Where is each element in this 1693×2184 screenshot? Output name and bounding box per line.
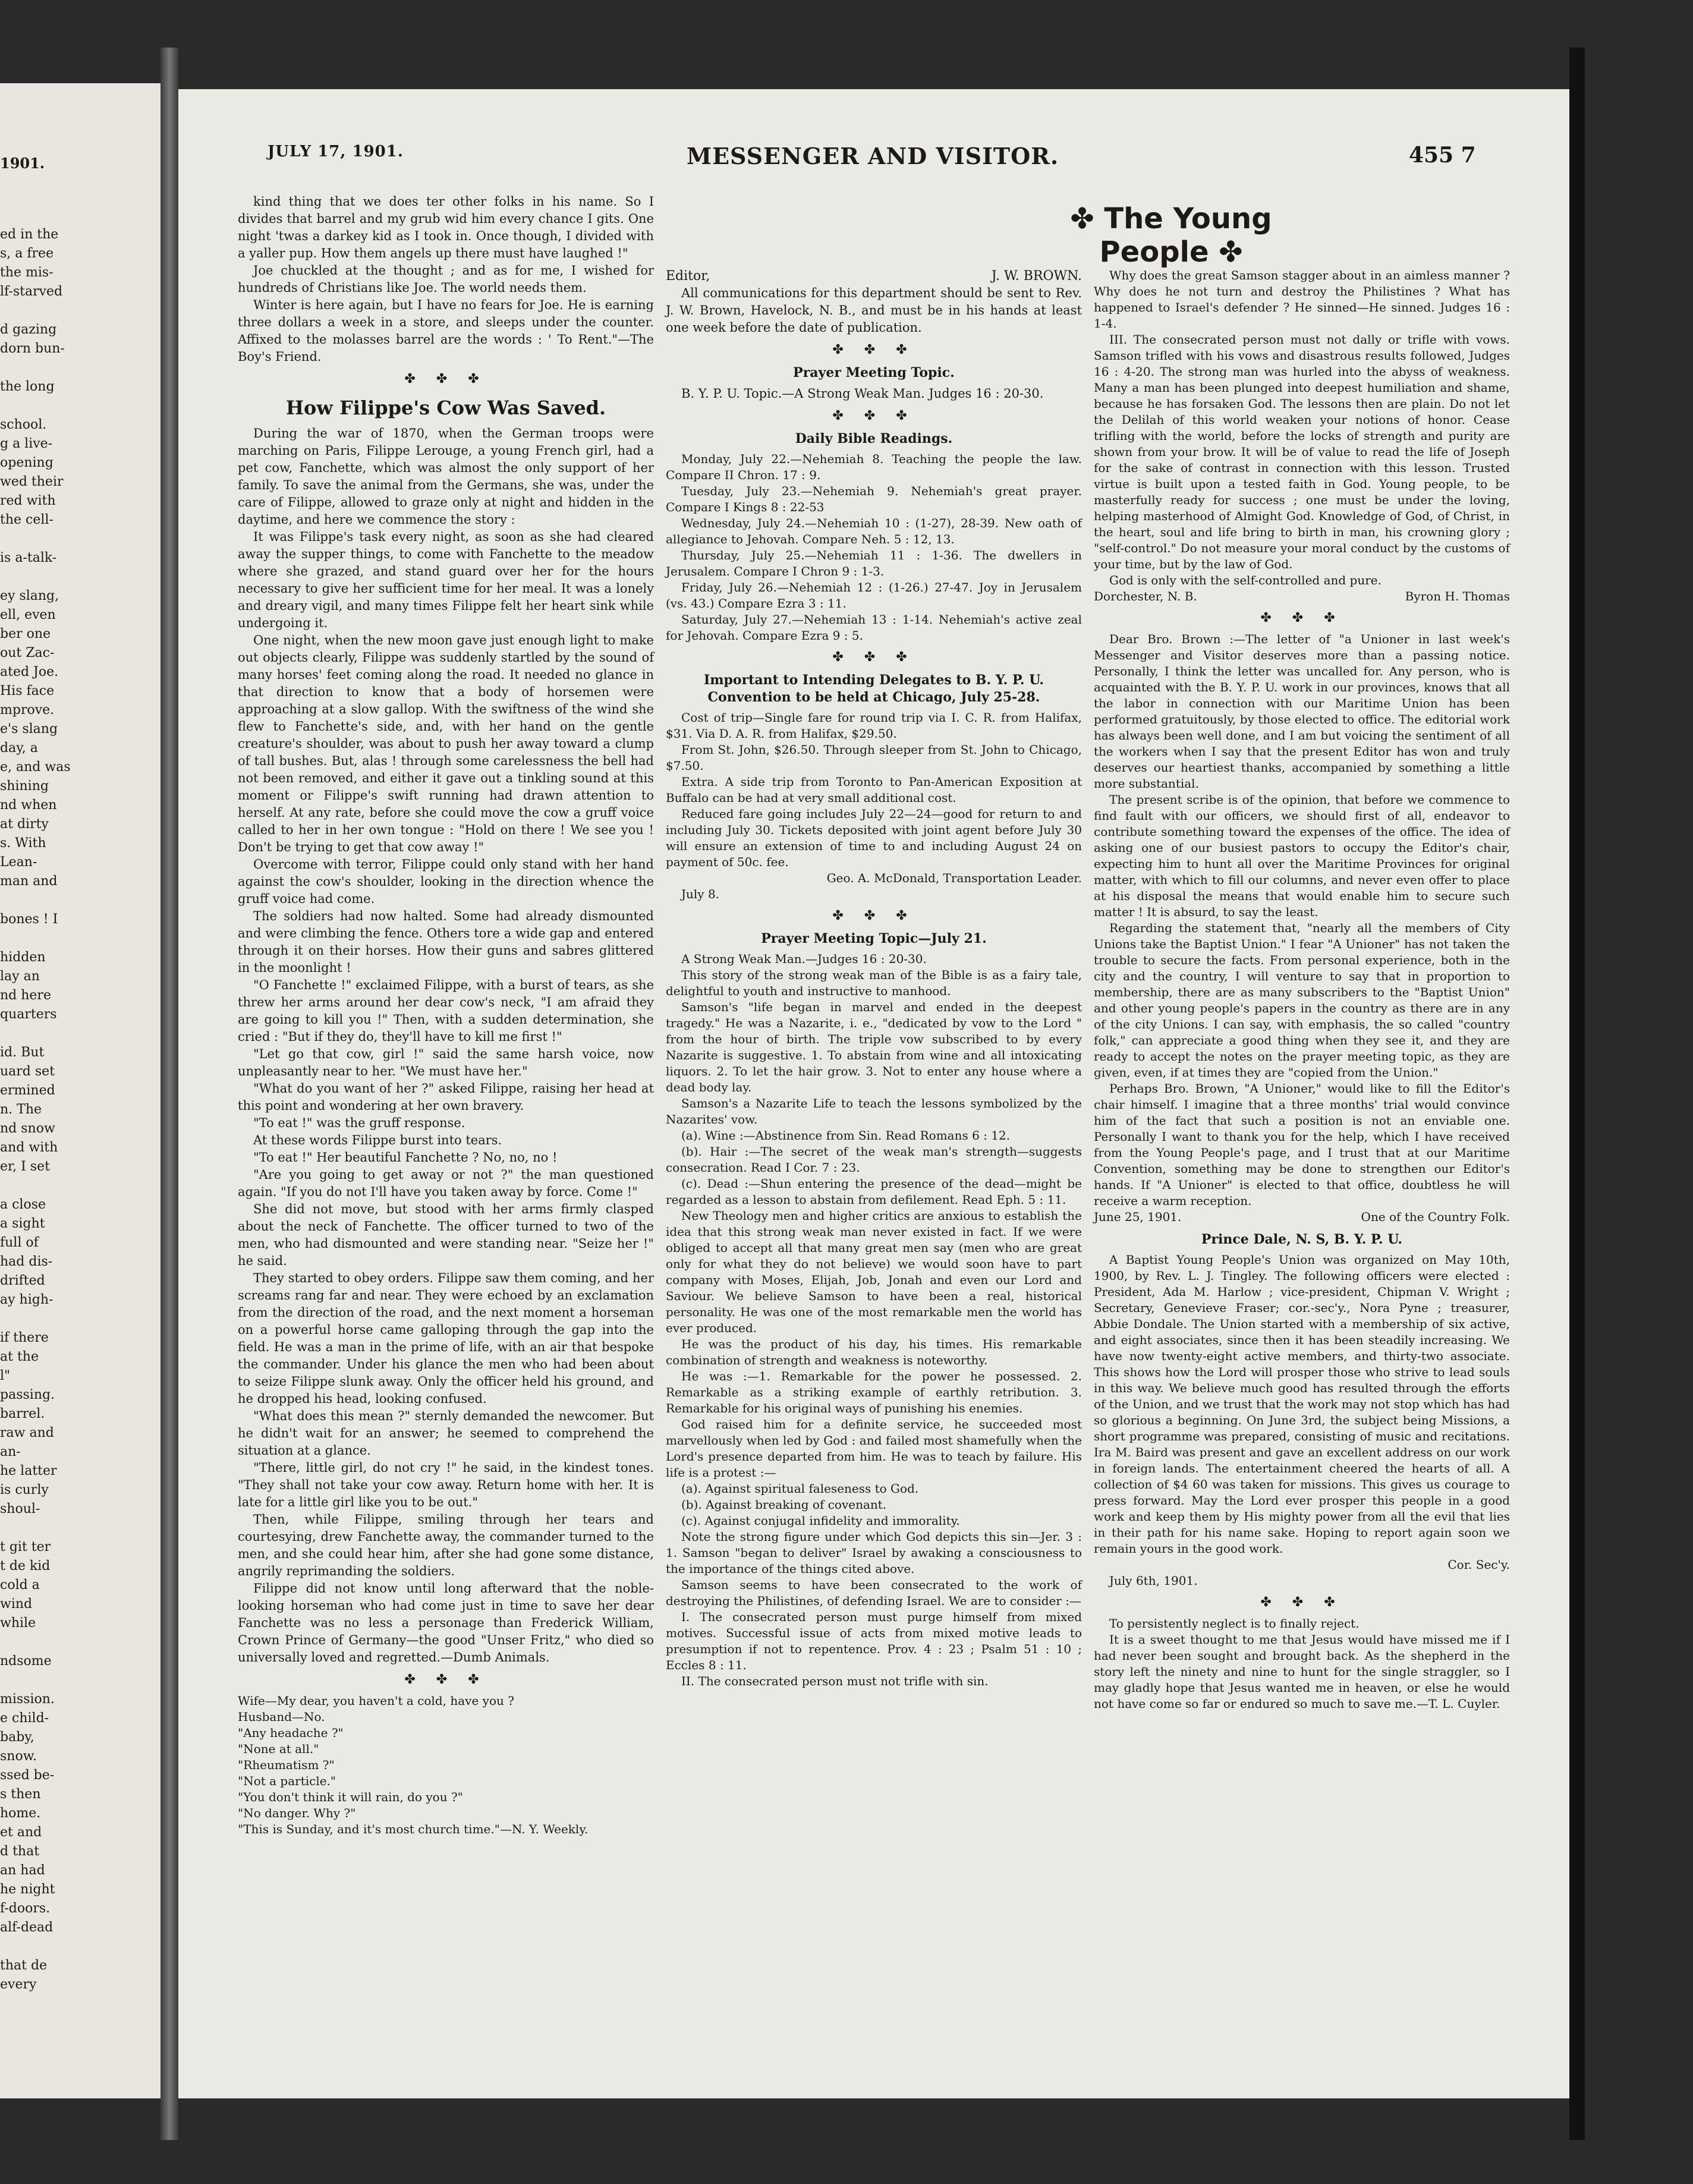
fragment-line: ated Joe. — [0, 665, 59, 679]
fragment-line: d that — [0, 1844, 40, 1859]
fragment-line: barrel. — [0, 1406, 45, 1421]
paragraph: Dear Bro. Brown :—The letter of "a Unioner in last week's Messenger and Visitor deserves more than a passing notice. Personally, I think the letter was uncalled for. Any person, who is acquainted with the B. Y. P. U. work in our provinces, knows that all the labor in connection with our Maritime Union has been performed gratuitously, by those elected to office. The editorial work has always been well done, and I am but voicing the sentiment of all the workers when I say that the present Editor has won and truly deserves our heartiest thanks, accompanied by something a little more substantial. — [1094, 632, 1510, 791]
dialogue-line: Wife—My dear, you haven't a cold, have you ? — [238, 1694, 514, 1708]
paragraph: (c). Dead :—Shun entering the presence of the dead—might be regarded as a lesson to abstain from defilement. Read Eph. 5 : 11. — [666, 1176, 1082, 1207]
story-title: How Filippe's Cow Was Saved. — [285, 396, 606, 419]
fragment-line: wind — [0, 1597, 33, 1612]
fragment-line: day, a — [0, 741, 38, 756]
fragment-line: nd here — [0, 988, 51, 1003]
paragraph: He was :—1. Remarkable for the power he possessed. 2. Remarkable as a striking example of earthly retribution. 3. Remarkable for his original ways of punishing his enemies. — [666, 1369, 1082, 1415]
fragment-line: cold a — [0, 1578, 40, 1593]
paragraph: It was Filippe's task every night, as soon as she had cleared away the supper things, to come with Fanchette to the meadow where she grazed, and stand guard over her for the hours necessary to give her sufficient time for her meal. It was a lonely and dreary vigil, and many times Filippe felt her heart sink while undergoing it. — [238, 530, 654, 630]
fragment-line: mprove. — [0, 703, 55, 717]
fragment-line: man and — [0, 874, 58, 889]
fragment-line: the cell- — [0, 512, 54, 527]
fragment-line: home. — [0, 1806, 41, 1821]
paragraph: III. The consecrated person must not dally or trifle with vows. Samson trifled with his vows and disastrous results followed, Judges 16 : 4-20. The strong man was hurled into the abyss of weakness. Many a man has been plunged into deepest humiliation and shame, because he has forsaken God. The lessons then are plain. Do not let the Delilah of this world weaken your notions of honor. Cease trifling with the world, before the locks of strength and purity are shown from your brow. It will be of value to read the life of Joseph for the sake of contrast in connection with this lesson. Trusted virtue is built upon a tested faith in God. Young people, to be masterfully ready for success ; one must be under the loving, helping masterhood of Almight God. Knowledge of God, of Christ, in the heart, soul and life bring to birth in man, his crowning glory ; "self-control." Do not measure your moral conduct by the customs of your time, but by the law of God. — [1094, 332, 1510, 571]
fragment-line: is curly — [0, 1483, 49, 1497]
fragment-line: ed in the — [0, 227, 59, 242]
paragraph: One night, when the new moon gave just enough light to make out objects clearly, Filippe was suddenly startled by the sound of many horses' feet coming along the road. It needed no glance in that direction to know that a body of horsemen were approaching at a slow gallop. With the swiftness of the wind she flew to Fanchette's side, and, with her hand on the gentle creature's shoulder, was about to push her away toward a clump of tall bushes. But, alas ! through some carelessness the bell had not been removed, and either it gave out a tinkling sound at this moment or Filippe's swift running had drawn attention to herself. At any rate, before she could move the cow a gruff voice called to her in her own tongue : "Hold on there ! We see you ! Don't be trying to get that cow away !" — [238, 633, 654, 854]
paragraph: To persistently neglect is to finally reject. — [1109, 1616, 1360, 1631]
fragment-line: l" — [0, 1368, 11, 1383]
prince-dale-report: A Baptist Young People's Union was organized on May 10th, 1900, by Rev. L. J. Tingley. The following officers were elected : President, Ada M. Harlow ; vice-president, Chipman V. Wright ; Secretary, Genevieve Fraser; cor.-sec'y., Nora Pyne ; treasurer, Abbie Dondale. The Union started with a membership of six active, and eight associates, since then it has been steadily increasing. We have now twenty-eight active members, and thirty-two associate. This shows how the Lord will prosper those who strive to lead souls in this way. We believe much good has resulted through the efforts of the Union, and we trust that the work may not stop which has had so glorious a beginning. On June 3rd, the subject being Missions, a short programme was prepared, consisting of music and recitations. Ira M. Baird was present and gave an excellent address on our work in foreign lands. The entertainment cheered the hearts of all. A collection of $4 60 was taken for missions. This gives us courage to press forward. May the Lord ever prosper this people in a good work and keep them by His mighty power from all the evil that lies in their path for his name sake. Hoping to report again soon we remain yours in the good work. — [1094, 1253, 1510, 1556]
paragraph: Samson's a Nazarite Life to teach the lessons symbolized by the Nazarites' vow. — [666, 1096, 1082, 1126]
section-divider: ✤ ✤ ✤ — [1260, 1595, 1343, 1610]
fragment-line: dorn bun- — [0, 341, 65, 356]
paragraph: (a). Wine :—Abstinence from Sin. Read Romans 6 : 12. — [681, 1128, 1011, 1143]
fragment-line: at the — [0, 1349, 39, 1364]
fragment-line: bones ! I — [0, 912, 58, 927]
letter-date: June 25, 1901. — [1094, 1210, 1182, 1224]
dialogue-line: "No danger. Why ?" — [238, 1806, 356, 1820]
signature-thomas — [1094, 589, 1510, 605]
convention-signature: Geo. A. McDonald, Transportation Leader. — [826, 871, 1082, 885]
fragment-line: red with — [0, 493, 56, 508]
editor-label: Editor, — [666, 269, 710, 284]
paragraph: New Theology men and higher critics are anxious to establish the idea that this strong weak man never existed in fact. If we were obliged to accept all that many great men say (men who are great only for what they do not believe) we would soon have to part company with Moses, Elijah, Job, Jonah and even our Lord and Saviour. We believe Samson to have been a real, historical personality. He was one of the most remarkable men the world has ever produced. — [666, 1209, 1082, 1335]
fragment-line: t de kid — [0, 1559, 51, 1574]
section-divider: ✤ ✤ ✤ — [832, 908, 915, 923]
fragment-line: d gazing — [0, 322, 57, 337]
paragraph: Joe chuckled at the thought ; and as for me, I wished for hundreds of Christians like Joe. The world needs them. — [238, 263, 654, 295]
paragraph: Cost of trip—Single fare for round trip via I. C. R. from Halifax, $31. Via D. A. R. from Halifax, $29.50. — [666, 710, 1082, 741]
paragraph: Filippe did not know until long afterward that the noble-looking horseman who had come just in time to save her dear Fanchette was no less a personage than Frederick William, Crown Prince of Germany—the good "Unser Fritz," who died so universally loved and regretted.—Dumb Animals. — [238, 1581, 654, 1664]
paragraph: "To eat !" Her beautiful Fanchette ? No, no, no ! — [253, 1150, 558, 1165]
paragraph: She did not move, but stood with her arms firmly clasped about the neck of Fanchette. The officer turned to two of the men, who had dismounted and were standing near. "Seize her !" he said. — [238, 1202, 654, 1268]
fragment-line: a sight — [0, 1216, 45, 1231]
page-gutter — [161, 48, 178, 2140]
paragraph: "What does this mean ?" sternly demanded the newcomer. But he didn't wait for an answer; he seemed to comprehend the situation at a glance. — [238, 1409, 654, 1458]
fragment-line: g a live- — [0, 436, 53, 451]
fragment-line: s. With — [0, 836, 46, 851]
fragment-line: shoul- — [0, 1502, 40, 1516]
fragment-line: et and — [0, 1825, 42, 1840]
paragraph: This story of the strong weak man of the Bible is as a fairy tale, delightful to youth and instructive to manhood. — [666, 968, 1082, 998]
masthead-title: MESSENGER AND VISITOR. — [687, 143, 1059, 169]
paragraph: The soldiers had now halted. Some had already dismounted and were climbing the fence. Others tore a wide gap and entered through it on their horses. How their guns and sabres glittered in the moonlight ! — [238, 909, 654, 975]
dialogue-line: "This is Sunday, and it's most church time."—N. Y. Weekly. — [238, 1822, 589, 1836]
fragment-line: lf-starved — [0, 284, 63, 299]
dialogue-line: "None at all." — [238, 1742, 319, 1756]
fragment-line: s then — [0, 1787, 41, 1802]
dialogue-line: "You don't think it will rain, do you ?" — [238, 1790, 463, 1804]
column-middle — [666, 268, 1082, 1689]
topic-continuation — [1094, 268, 1510, 589]
letter-signature: One of the Country Folk. — [1361, 1210, 1510, 1224]
fragment-line: he night — [0, 1882, 55, 1897]
section-divider: ✤ ✤ ✤ — [832, 408, 915, 423]
fragment-line: the mis- — [0, 265, 54, 280]
fragment-line: out Zac- — [0, 646, 55, 660]
section-divider: ✤ ✤ ✤ — [1260, 610, 1343, 625]
topic-heading: Prayer Meeting Topic. — [793, 365, 955, 380]
fragment-line: opening — [0, 455, 54, 470]
paragraph: At these words Filippe burst into tears. — [253, 1133, 502, 1147]
fragment-line: nd snow — [0, 1121, 55, 1136]
reading-item: Thursday, July 25.—Nehemiah 11 : 1-36. The dwellers in Jerusalem. Compare I Chron 9 : 1-3. — [666, 548, 1082, 578]
paragraph: "There, little girl, do not cry !" he said, in the kindest tones. "They shall not take your cow away. Return home with her. It is late for a little girl like you to be out." — [238, 1461, 654, 1509]
paragraph: From St. John, $26.50. Through sleeper from St. John to Chicago, $7.50. — [666, 742, 1082, 773]
young-people-heading: ✤ The Young People ✤ — [1070, 202, 1272, 269]
paragraph: "Let go that cow, girl !" said the same harsh voice, now unpleasantly near to her. "We must have her." — [238, 1047, 654, 1078]
fragment-line: passing. — [0, 1387, 55, 1402]
fragment-line: id. But — [0, 1045, 45, 1060]
paragraph: Samson's "life began in marvel and ended in the deepest tragedy." He was a Nazarite, i. e., "dedicated by vow to the Lord " from the hour of birth. The triple vow subscribed to by every Nazarite is suggestive. 1. To abstain from wine and all intoxicating liquors. 2. To let the hair grow. 3. Not to enter any house where a dead body lay. — [666, 1000, 1082, 1094]
dialogue-line: Husband—No. — [238, 1710, 325, 1724]
dialogue-anecdote — [238, 1693, 654, 1837]
paragraph: Samson seems to have been consecrated to the work of destroying the Philistines, of defending Israel. We are to consider :— — [666, 1578, 1082, 1608]
fragment-line: e's slang — [0, 722, 58, 737]
paragraph: kind thing that we does ter other folks in his name. So I divides that barrel and my grub wid him every chance I gits. One night 'twas a darkey kid as I took in. Once though, I divided with a yaller pup. How them angels up there must have laughed !" — [238, 194, 654, 260]
letter-to-editor — [1094, 631, 1510, 1209]
fragment-line: he latter — [0, 1464, 57, 1478]
closing-thoughts — [1094, 1616, 1510, 1712]
adjacent-page-fragment — [0, 83, 161, 2098]
department-notice: All communications for this department should be sent to Rev. J. W. Brown, Havelock, N. B., and must be in his hands at least one week before the date of publication. — [666, 286, 1082, 335]
fragment-line: uard set — [0, 1064, 55, 1079]
fragment-line: quarters — [0, 1007, 57, 1022]
column-left — [238, 193, 654, 1837]
fragment-line: lay an — [0, 969, 40, 984]
fragment-line: n. The — [0, 1102, 42, 1117]
fragment-line: ermined — [0, 1083, 55, 1098]
fragment-line: full of — [0, 1235, 39, 1250]
fragment-line: ssed be- — [0, 1768, 55, 1783]
paragraph: (b). Against breaking of covenant. — [681, 1497, 887, 1512]
adjacent-page-date: 1901. — [0, 155, 45, 172]
fragment-line: e, and was — [0, 760, 71, 775]
fragment-line: a close — [0, 1197, 46, 1212]
signature-place: Dorchester, N. B. — [1094, 589, 1197, 603]
fragment-line: Lean- — [0, 855, 37, 870]
fragment-line: hidden — [0, 950, 46, 965]
paragraph: (a). Against spiritual faleseness to God. — [681, 1481, 919, 1496]
column-right — [1094, 268, 1510, 1712]
reading-item: Saturday, July 27.—Nehemiah 13 : 1-14. Nehemiah's active zeal for Jehovah. Compare Ezra 9 : 5. — [666, 612, 1082, 643]
fragment-line: shining — [0, 779, 49, 794]
section-divider: ✤ ✤ ✤ — [404, 372, 487, 386]
fragment-line: ber one — [0, 627, 51, 641]
fragment-line: ell, even — [0, 608, 56, 622]
paragraph: Extra. A side trip from Toronto to Pan-American Exposition at Buffalo can be had at very small additional cost. — [666, 775, 1082, 805]
fragment-line: ndsome — [0, 1654, 52, 1669]
prince-dale-heading: Prince Dale, N. S, B. Y. P. U. — [1201, 1232, 1403, 1247]
section-divider: ✤ ✤ ✤ — [404, 1672, 487, 1687]
fragment-line: ey slang, — [0, 589, 59, 603]
paragraph: Note the strong figure under which God depicts this sin—Jer. 3 : 1. Samson "began to deliver" Israel by awaking a consciousness to the importance of the things cited above. — [666, 1530, 1082, 1576]
signature-name: Byron H. Thomas — [1405, 589, 1510, 603]
paragraph: God is only with the self-controlled and pure. — [1109, 573, 1382, 587]
fragment-line: His face — [0, 684, 55, 698]
topic2-subtitle: A Strong Weak Man.—Judges 16 : 20-30. — [681, 952, 927, 966]
paragraph: (c). Against conjugal infidelity and immorality. — [681, 1513, 960, 1528]
topic-text: B. Y. P. U. Topic.—A Strong Weak Man. Judges 16 : 20-30. — [681, 386, 1044, 401]
fragment-line: the long — [0, 379, 55, 394]
fragment-line: t git ter — [0, 1540, 51, 1554]
paragraph: I. The consecrated person must purge himself from mixed motives. Successful issue of acts from mixed motive leads to presumption if not to repentence. Prov. 4 : 23 ; Psalm 51 : 10 ; Eccles 8 : 11. — [666, 1610, 1082, 1672]
fragment-line: e child- — [0, 1711, 49, 1726]
prince-dale-date: July 6th, 1901. — [1109, 1574, 1198, 1588]
issue-date: JULY 17, 1901. — [268, 143, 404, 161]
convention-heading: Important to Intending Delegates to B. Y. P. U. Convention to be held at Chicago, July 25-28. — [703, 672, 1044, 705]
paragraph: Then, while Filippe, smiling through her tears and courtesying, drew Fanchette away, the commander turned to the men, and she could hear him, after she had gone some distance, angrily reprimanding the soldiers. — [238, 1512, 654, 1578]
fragment-line: if there — [0, 1330, 49, 1345]
paragraph: Why does the great Samson stagger about in an aimless manner ? Why does he not turn and destroy the Philistines ? What has happened to Israel's defender ? He sinned—He sinned. Judges 16 : 1-4. — [1094, 268, 1510, 331]
paragraph: He was the product of his day, his times. His remarkable combination of strength and weakness is noteworthy. — [666, 1337, 1082, 1367]
newspaper-page — [178, 89, 1569, 2098]
fragment-line: snow. — [0, 1749, 37, 1764]
reading-item: Tuesday, July 23.—Nehemiah 9. Nehemiah's great prayer. Compare I Kings 8 : 22-53 — [666, 484, 1082, 514]
fragment-line: ay high- — [0, 1292, 54, 1307]
fragment-line: and with — [0, 1140, 58, 1155]
fragment-line: while — [0, 1616, 36, 1631]
paragraph: God raised him for a definite service, he succeeded most marvellously when led by God : and failed most shamefully when the Lord's presence departed from him. He was to teach by failure. His life is a protest :— — [666, 1417, 1082, 1480]
signature-country-folk — [1094, 1209, 1510, 1225]
fragment-line: at dirty — [0, 817, 49, 832]
paragraph: "Are you going to get away or not ?" the man questioned again. "If you do not I'll have you taken away by force. Come !" — [238, 1167, 654, 1199]
story-body — [238, 425, 654, 1666]
fragment-line: every — [0, 1977, 37, 1992]
paragraph: Overcome with terror, Filippe could only stand with her hand against the cow's shoulder, looking in the direction whence the gruff voice had come. — [238, 857, 654, 906]
paragraph: II. The consecrated person must not trifle with sin. — [681, 1674, 989, 1688]
daily-readings — [666, 451, 1082, 644]
editor-name: J. W. BROWN. — [991, 269, 1082, 284]
paragraph: Perhaps Bro. Brown, "A Unioner," would like to fill the Editor's chair himself. I imagine that a three months' trial would convince him of the fact that such a position is not an enviable one. Personally I want to thank you for the help, which I have received from the Young People's page, and I trust that at our Maritime Convention, something may be done to strengthen our Editor's hands. If "A Unioner" is elected to that office, doubtless he will receive a warm reception. — [1094, 1081, 1510, 1208]
paragraph: Reduced fare going includes July 22—24—good for return to and including July 30. Tickets deposited with joint agent before July 30 will ensure an extension of time to and including August 24 on payment of 50c. fee. — [666, 807, 1082, 869]
fragment-line: wed their — [0, 474, 64, 489]
scan-edge — [1569, 48, 1585, 2140]
fragment-line: nd when — [0, 798, 57, 813]
dialogue-line: "Not a particle." — [238, 1774, 336, 1788]
dialogue-line: "Any headache ?" — [238, 1726, 344, 1740]
fragment-line: mission. — [0, 1692, 55, 1707]
convention-notice — [666, 710, 1082, 870]
paragraph: "What do you want of her ?" asked Filippe, raising her head at this point and wondering at her own bravery. — [238, 1081, 654, 1113]
editor-line — [666, 268, 1082, 285]
fragment-line: baby, — [0, 1730, 34, 1745]
prince-dale-signature: Cor. Sec'y. — [1447, 1557, 1510, 1572]
page-number: 455 7 — [1409, 143, 1476, 168]
story-continuation — [238, 193, 654, 366]
fragment-line: an- — [0, 1445, 21, 1459]
fragment-line: er, I set — [0, 1159, 50, 1174]
readings-heading: Daily Bible Readings. — [795, 431, 953, 446]
paragraph: They started to obey orders. Filippe saw them coming, and her screams rang far and near. They were echoed by an exclamation from the direction of the road, and the next moment a horseman on a powerful horse came galloping through the gap into the field. He was a man in the prime of life, with an air that bespoke the commander. Under his glance the men who had been about to seize Filippe slunk away. Only the officer held his ground, and he dropped his head, looking confused. — [238, 1271, 654, 1406]
fragment-line: school. — [0, 417, 47, 432]
dialogue-line: "Rheumatism ?" — [238, 1758, 335, 1772]
convention-date: July 8. — [681, 887, 720, 901]
section-divider: ✤ ✤ ✤ — [832, 342, 915, 357]
fragment-line: drifted — [0, 1273, 45, 1288]
reading-item: Wednesday, July 24.—Nehemiah 10 : (1-27), 28-39. New oath of allegiance to Jehovah. Compare Neh. 5 : 12, 13. — [666, 516, 1082, 546]
paragraph: "To eat !" was the gruff response. — [253, 1116, 465, 1130]
fragment-line: f-doors. — [0, 1901, 51, 1916]
fragment-line: an had — [0, 1863, 45, 1878]
paragraph: The present scribe is of the opinion, that before we commence to find fault with our officers, we should first of all, endeavor to contribute something toward the expenses of the office. The idea of asking one of our busiest pastors to occupy the Editor's chair, expecting him to hunt all over the Maritime Provinces for original matter, with which to fill our columns, and never even offer to place at his disposal the means that would enable him to secure such matter ! It is absurd, to say the least. — [1094, 792, 1510, 919]
fragment-line: alf-dead — [0, 1920, 54, 1935]
paragraph: (b). Hair :—The secret of the weak man's strength—suggests consecration. Read I Cor. 7 : 23. — [666, 1144, 1082, 1175]
paragraph: During the war of 1870, when the German troops were marching on Paris, Filippe Lerouge, a young French girl, had a pet cow, Fanchette, which was almost the only support of her family. To save the animal from the Germans, she was, under the care of Filippe, allowed to graze only at night and hidden in the daytime, and here we commence the story : — [238, 426, 654, 527]
fragment-line: had dis- — [0, 1254, 53, 1269]
paragraph: Regarding the statement that, "nearly all the members of City Unions take the Baptist Union." I fear "A Unioner" has not taken the trouble to secure the facts. From personal experience, both in the city and the country, I will venture to say that in proportion to membership, there are as many subscribers to the "Baptist Union" and other young people's papers in the country as there are in any of the city Unions. I can say, with emphasis, the so called "country folk," can appreciate a good thing when they see it, and they are ready to accept the notes on the prayer meeting topic, as they are given, even, if at times they are "copied from the Union." — [1094, 921, 1510, 1080]
reading-item: Monday, July 22.—Nehemiah 8. Teaching the people the law. Compare II Chron. 17 : 9. — [666, 452, 1082, 482]
paragraph: "O Fanchette !" exclaimed Filippe, with a burst of tears, as she threw her arms around her dear cow's neck, "I am afraid they are going to kill you !" Then, with a sudden determination, she cried : "But if they do, they'll have to kill me first !" — [238, 978, 654, 1044]
fragment-line: is a-talk- — [0, 550, 57, 565]
reading-item: Friday, July 26.—Nehemiah 12 : (1-26.) 27-47. Joy in Jerusalem (vs. 43.) Compare Ezra 3 : 11. — [666, 580, 1082, 610]
fragment-line: raw and — [0, 1425, 54, 1440]
fragment-line: that de — [0, 1958, 48, 1973]
paragraph: It is a sweet thought to me that Jesus would have missed me if I had never been sought and brought back. As the shepherd in the story left the ninety and nine to hunt for the single straggler, so I may gladly hope that Jesus wanted me in heaven, or else he would not have come so far or endured so much to save me.—T. L. Cuyler. — [1094, 1632, 1510, 1711]
fragment-line: s, a free — [0, 246, 54, 261]
section-divider: ✤ ✤ ✤ — [832, 650, 915, 665]
topic2-heading: Prayer Meeting Topic—July 21. — [761, 931, 987, 946]
topic2-body — [666, 967, 1082, 1689]
paragraph: Winter is here again, but I have no fears for Joe. He is earning three dollars a week in a store, and sleeps under the counter. Affixed to the molasses barrel are the words : ' To Rent."—The Boy's Friend. — [238, 298, 654, 364]
